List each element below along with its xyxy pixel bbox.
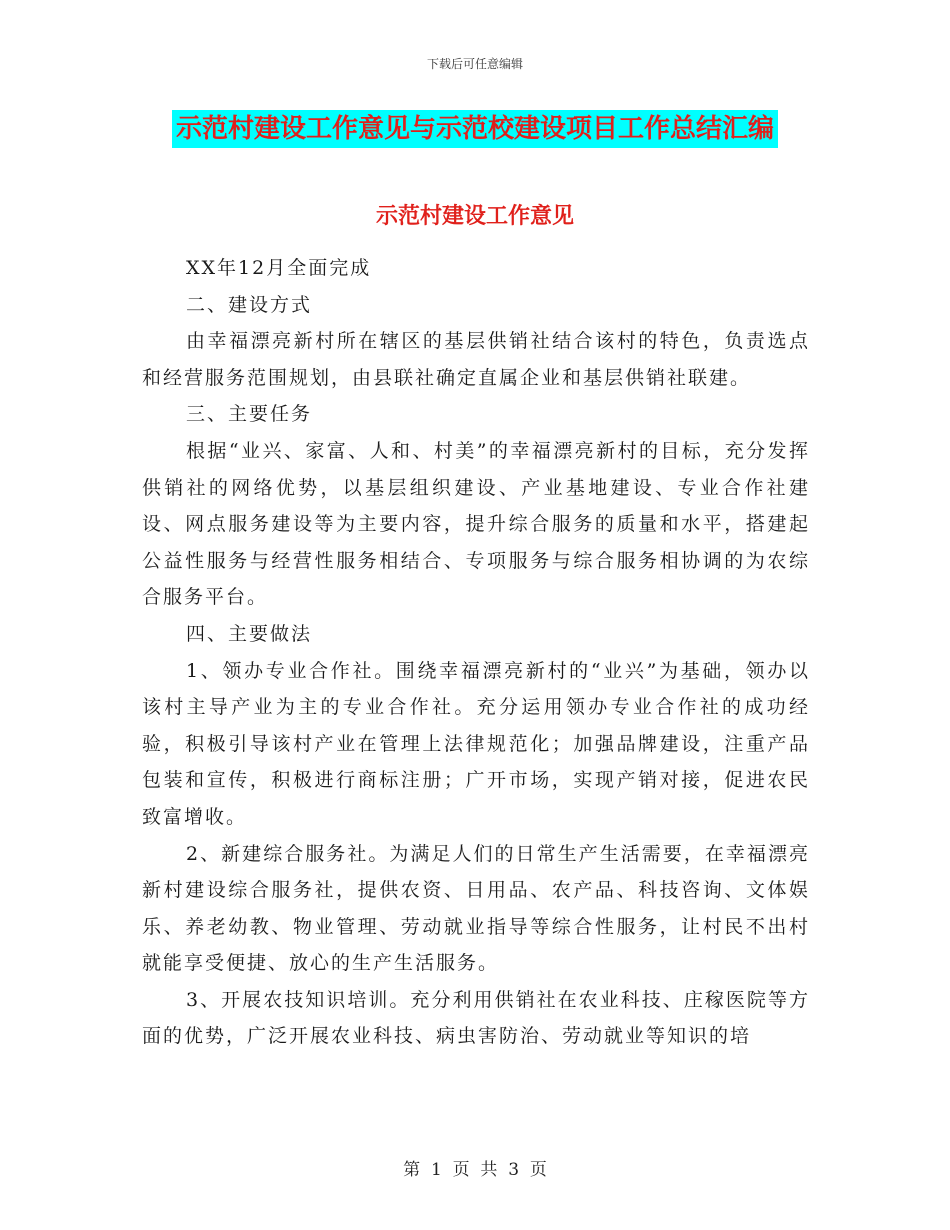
paragraph: 二、建设方式 — [186, 293, 313, 316]
page-header-note: 下载后可任意编辑 — [426, 57, 523, 71]
main-title: 示范村建设工作意见与示范校建设项目工作总结汇编 — [172, 110, 778, 148]
section-title: 示范村建设工作意见 — [375, 204, 574, 229]
main-title-container — [0, 110, 950, 148]
paragraph: 根据“业兴、家富、人和、村美”的幸福漂亮新村的目标，充分发挥供销社的网络优势，以基层组织建设、产业基地建设、专业合作社建设、网点服务建设等为主要内容，提升综合服务的质量和水平，搭建起公益性服务与经营性服务相结合、专项服务与综合服务相协调的为农综合服务平台。 — [142, 439, 810, 609]
paragraph: 3、开展农技知识培训。充分利用供销社在农业科技、庄稼医院等方面的优势，广泛开展农业科技、病虫害防治、劳动就业等知识的培 — [142, 988, 810, 1048]
paragraph: 三、主要任务 — [186, 403, 313, 426]
paragraph: 由幸福漂亮新村所在辖区的基层供销社结合该村的特色，负责选点和经营服务范围规划，由县联社确定直属企业和基层供销社联建。 — [142, 330, 810, 389]
paragraph: 2、新建综合服务社。为满足人们的日常生产生活需要，在幸福漂亮新村建设综合服务社，提供农资、日用品、农产品、科技咨询、文体娱乐、养老幼教、物业管理、劳动就业指导等综合性服务，让村民不出村就能享受便捷、放心的生产生活服务。 — [142, 842, 810, 975]
paragraph: XX年12月全面完成 — [186, 257, 372, 279]
page-number-footer: 第 1 页 共 3 页 — [403, 1160, 547, 1180]
paragraph: 1、领办专业合作社。围绕幸福漂亮新村的“业兴”为基础，领办以该村主导产业为主的专业合作社。充分运用领办专业合作社的成功经验，积极引导该村产业在管理上法律规范化；加强品牌建设，注重产品包装和宣传，积极进行商标注册；广开市场，实现产销对接，促进农民致富增收。 — [142, 659, 810, 828]
document-body — [142, 250, 810, 1055]
paragraph: 四、主要做法 — [186, 622, 313, 645]
